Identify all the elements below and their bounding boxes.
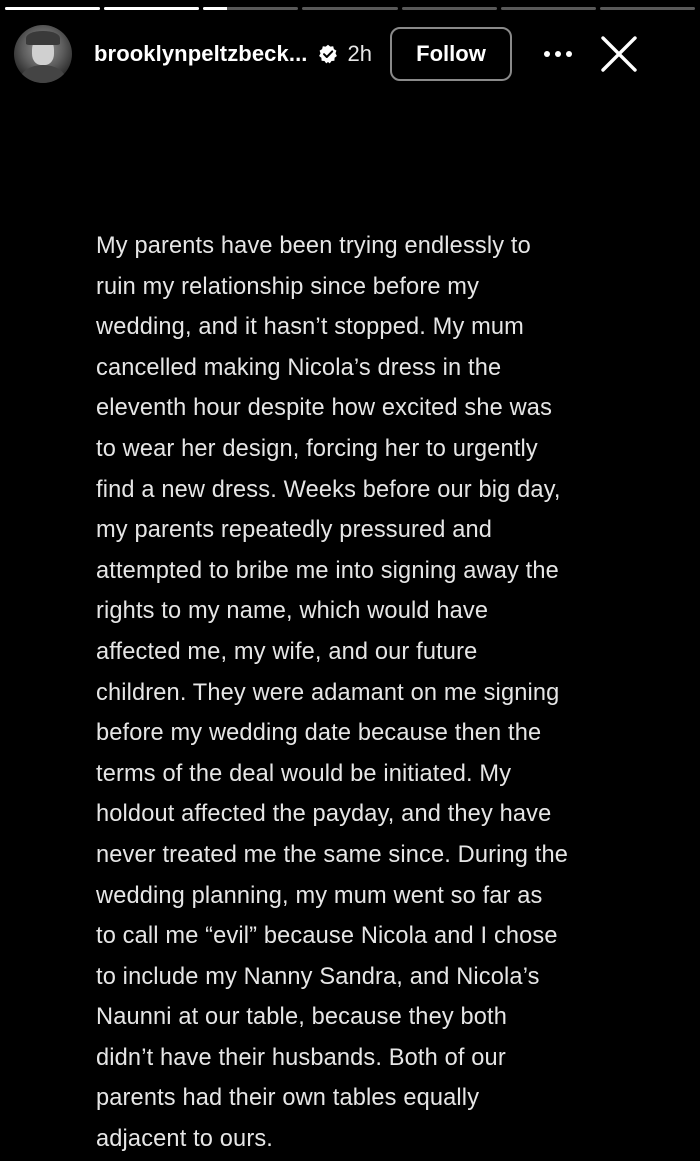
story-text-line: never treated me the same since. During the: [96, 841, 569, 868]
story-text-line: terms of the deal would be initiated. My: [96, 760, 512, 787]
story-text-line: wedding planning, my mum went so far as: [96, 882, 543, 909]
story-text-line: find a new dress. Weeks before our big day,: [96, 476, 561, 503]
avatar-hat: [26, 31, 60, 45]
progress-fill: [5, 7, 100, 10]
more-dots-icon: [543, 50, 573, 58]
avatar[interactable]: [14, 25, 72, 83]
progress-segment: [104, 7, 199, 10]
close-button[interactable]: [596, 31, 642, 77]
story-text-line: children. They were adamant on me signing: [96, 679, 560, 706]
follow-button[interactable]: Follow: [390, 27, 512, 81]
story-text-line: my parents repeatedly pressured and: [96, 517, 493, 544]
story-text: [96, 226, 676, 1160]
story-text-line: to include my Nanny Sandra, and Nicola’s: [96, 963, 540, 990]
story-text-line: holdout affected the payday, and they have: [96, 801, 552, 828]
story-text-line: to wear her design, forcing her to urgently: [96, 435, 538, 462]
progress-segment: [203, 7, 298, 10]
story-text-line: cancelled making Nicola’s dress in the: [96, 354, 502, 381]
more-options-button[interactable]: [538, 34, 578, 74]
avatar-shoulders: [20, 65, 66, 83]
story-text-line: parents had their own tables equally: [96, 1085, 480, 1112]
story-text-line: eleventh hour despite how excited she was: [96, 395, 553, 422]
verified-badge-icon: [318, 44, 338, 64]
story-text-line: Naunni at our table, because they both: [96, 1004, 508, 1031]
progress-segment: [5, 7, 100, 10]
story-text-line: wedding, and it hasn’t stopped. My mum: [96, 314, 524, 341]
story-text-line: to call me “evil” because Nicola and I chose: [96, 923, 558, 950]
progress-segment: [501, 7, 596, 10]
progress-segment: [302, 7, 397, 10]
story-text-line: adjacent to ours.: [96, 1126, 273, 1153]
story-text-line: My parents have been trying endlessly to: [96, 233, 531, 259]
story-header: [14, 26, 694, 82]
progress-segment: [402, 7, 497, 10]
story-progress-bar: [5, 7, 695, 11]
story-text-line: rights to my name, which would have: [96, 598, 489, 625]
username[interactable]: brooklynpeltzbeck...: [94, 41, 308, 66]
story-text-line: before my wedding date because then the: [96, 720, 542, 747]
story-text-line: ruin my relationship since before my: [96, 273, 480, 300]
story-text-line: affected me, my wife, and our future: [96, 638, 478, 665]
story-text-line: didn’t have their husbands. Both of our: [96, 1044, 506, 1071]
progress-segment: [600, 7, 695, 10]
post-time: 2h: [347, 41, 372, 66]
progress-fill: [104, 7, 199, 10]
story-text-line: attempted to bribe me into signing away the: [96, 557, 559, 584]
close-icon: [600, 35, 638, 73]
progress-fill: [203, 7, 227, 10]
